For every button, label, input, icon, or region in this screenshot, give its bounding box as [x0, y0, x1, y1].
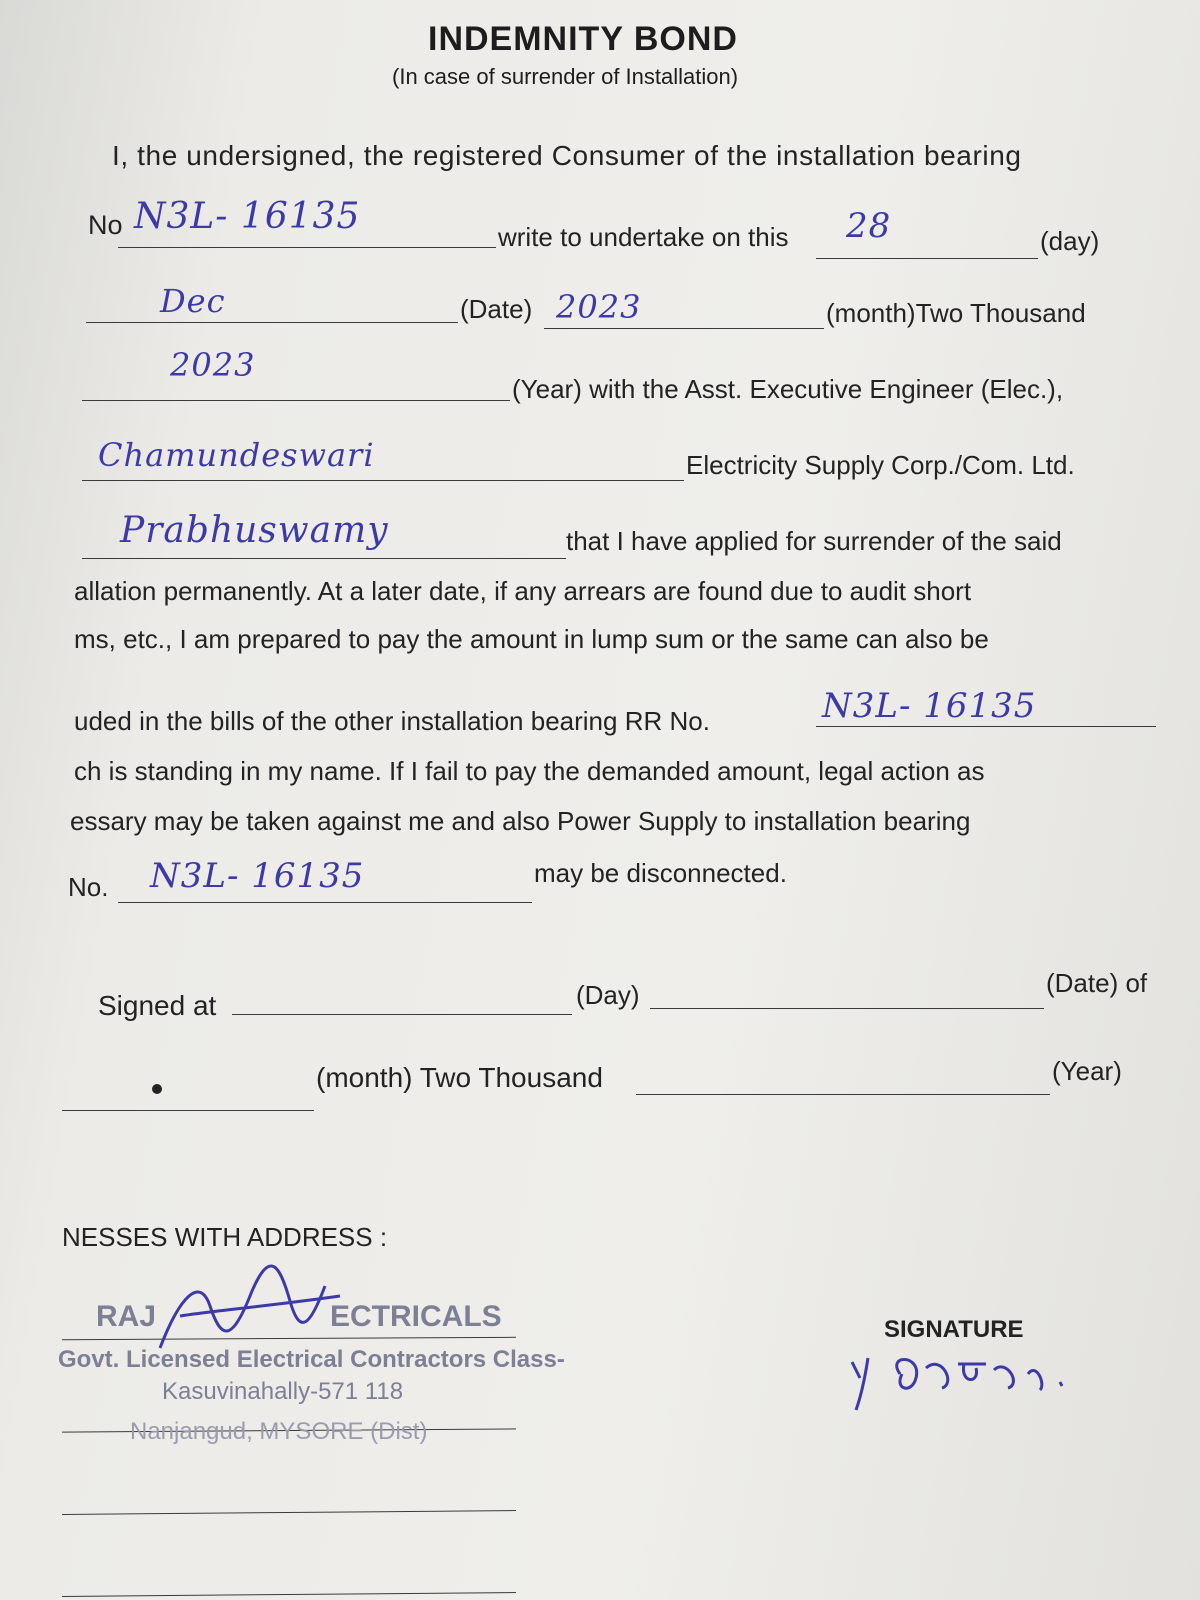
no-prefix-label: No: [88, 210, 123, 240]
year-fill-line: [82, 400, 510, 401]
handwritten-place: Chamundeswari: [98, 436, 375, 474]
day-label: (day): [1040, 226, 1100, 256]
disconnected-text: may be disconnected.: [534, 858, 787, 888]
write-to-undertake-label: write to undertake on this: [498, 222, 789, 252]
date-label: (Date): [460, 294, 533, 324]
rr-no-3-fill-line: [118, 902, 532, 903]
handwritten-year: 2023: [170, 346, 256, 384]
handwritten-date-year: 2023: [556, 288, 642, 326]
signed-year-label: (Year): [1052, 1056, 1122, 1086]
date-fill-line: [544, 328, 824, 329]
handwritten-rr-no-3: N3L- 16135: [150, 856, 365, 896]
rr-no-2-fill-line: [816, 726, 1156, 727]
place-fill-line: [82, 480, 684, 481]
paragraph-line-5: essary may be taken against me and also Power Supply to installation bearing: [70, 806, 971, 836]
stamp-line-1a: RAJ: [96, 1300, 157, 1333]
paragraph-line-2: ms, etc., I am prepared to pay the amount in lump sum or the same can also be: [74, 624, 989, 654]
handwritten-name: Prabhuswamy: [120, 510, 389, 551]
stamp-line-2: Govt. Licensed Electrical Contractors Class-: [58, 1346, 565, 1373]
signed-date-of-label: (Date) of: [1046, 968, 1148, 998]
year-with-engineer-label: (Year) with the Asst. Executive Engineer (Elec.),: [512, 374, 1064, 404]
signed-year-fill-line: [636, 1094, 1050, 1095]
applied-for-surrender-text: that I have applied for surrender of the said: [566, 526, 1062, 556]
month-fill-line: [86, 322, 458, 323]
signed-at-label: Signed at: [98, 990, 217, 1021]
paragraph-line-4: ch is standing in my name. If I fail to pay the demanded amount, legal action as: [74, 756, 985, 786]
ink-dot: [152, 1084, 162, 1094]
document-subtitle: (In case of surrender of Installation): [392, 64, 739, 89]
stamp-line-3: Kasuvinahally-571 118: [162, 1378, 404, 1405]
consumer-signature-scribble: [846, 1344, 1076, 1414]
signature-label: SIGNATURE: [884, 1316, 1024, 1343]
handwritten-month: Dec: [160, 282, 226, 320]
handwritten-day: 28: [846, 206, 892, 246]
witnesses-heading: NESSES WITH ADDRESS :: [62, 1222, 388, 1252]
paragraph-line-1: allation permanently. At a later date, if any arrears are found due to audit short: [74, 576, 972, 606]
stamp-line-1b: ECTRICALS: [330, 1300, 502, 1333]
handwritten-rr-no-2: N3L- 16135: [822, 686, 1037, 726]
witness-line-3: [62, 1510, 516, 1515]
esc-label: Electricity Supply Corp./Com. Ltd.: [686, 450, 1075, 480]
paragraph-line-3: uded in the bills of the other installation bearing RR No.: [74, 706, 710, 736]
signed-date-fill-line: [650, 1008, 1044, 1009]
signed-at-fill-line: [232, 1014, 572, 1015]
no-label: No.: [68, 872, 109, 902]
day-fill-line: [816, 258, 1038, 259]
signed-day-label: (Day): [576, 980, 640, 1010]
month-two-thousand-label: (month)Two Thousand: [826, 298, 1086, 328]
name-fill-line: [82, 558, 566, 559]
document-title: INDEMNITY BOND: [428, 20, 738, 58]
stamp-line-4: Nanjangud, MYSORE (Dist): [130, 1418, 428, 1445]
witness-line-4: [62, 1592, 516, 1597]
handwritten-rr-no: N3L- 16135: [134, 196, 361, 237]
signed-month-two-thousand-label: (month) Two Thousand: [316, 1062, 603, 1093]
rr-no-fill-line: [118, 247, 496, 248]
intro-line: I, the undersigned, the registered Consumer of the installation bearing: [112, 140, 1022, 171]
witness-signature-scribble: [150, 1256, 350, 1366]
signed-month-fill-line: [62, 1110, 314, 1111]
